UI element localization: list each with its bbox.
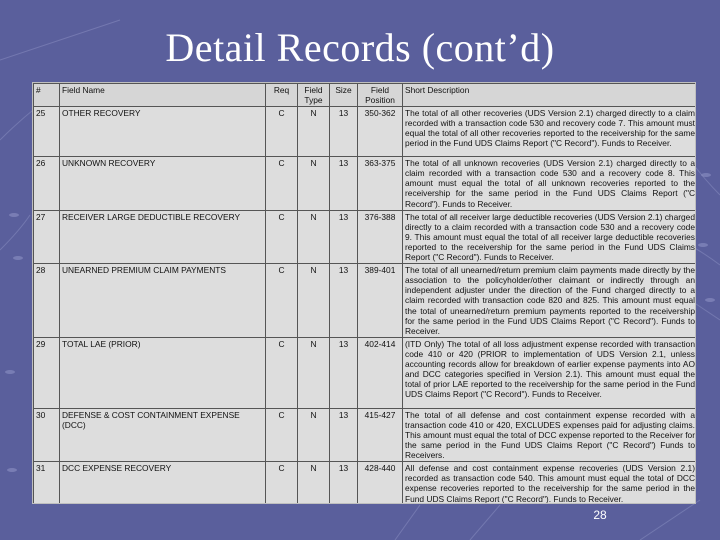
header-field-position: Field Position xyxy=(358,84,403,107)
slide-title: Detail Records (cont’d) xyxy=(165,25,555,70)
row-req: C xyxy=(266,408,298,461)
header-short-description: Short Description xyxy=(403,84,697,107)
row-position: 428-440 xyxy=(358,462,403,504)
row-position: 363-375 xyxy=(358,157,403,210)
row-field-name: DCC EXPENSE RECOVERY xyxy=(60,462,266,504)
row-number: 31 xyxy=(34,462,60,504)
row-number: 30 xyxy=(34,408,60,461)
row-description: The total of all other recoveries (UDS Version 2.1) charged directly to a claim recorded with a transaction code 530 and recovery code 7. This amount must equal the total of all other recoveries reported to the receivership for the same period in the Fund UDS Claims Report ("C Record"). Funds to Receiver. xyxy=(403,107,697,157)
row-size: 13 xyxy=(330,210,358,263)
row-field-type: N xyxy=(298,157,330,210)
row-field-name: RECEIVER LARGE DEDUCTIBLE RECOVERY xyxy=(60,210,266,263)
row-field-name: UNKNOWN RECOVERY xyxy=(60,157,266,210)
header-num: # xyxy=(34,84,60,107)
header-size: Size xyxy=(330,84,358,107)
row-size: 13 xyxy=(330,107,358,157)
row-field-name: DEFENSE & COST CONTAINMENT EXPENSE (DCC) xyxy=(60,408,266,461)
row-req: C xyxy=(266,264,298,338)
row-description: The total of all unknown recoveries (UDS Version 2.1) charged directly to a claim recorded with a transaction code 530 and a recovery code 8. This amount must equal the total of all unknown recoveries reported to the receivership for the same period in the Fund UDS Claims Report ("C Record"). Funds to Receiver. xyxy=(403,157,697,210)
row-field-type: N xyxy=(298,210,330,263)
row-field-type: N xyxy=(298,264,330,338)
header-field-type: Field Type xyxy=(298,84,330,107)
row-position: 376-388 xyxy=(358,210,403,263)
row-position: 402-414 xyxy=(358,337,403,408)
row-req: C xyxy=(266,462,298,504)
row-position: 350-362 xyxy=(358,107,403,157)
row-position: 389-401 xyxy=(358,264,403,338)
row-description: The total of all defense and cost containment expense recorded with a transaction code 410 or 420, EXCLUDES expenses paid for adjusting claims. This amount must equal the total of DCC expense reported to the Receiver for the same period in the Fund UDS Claims Report ("C Record") Funds to Receivers. xyxy=(403,408,697,461)
row-number: 26 xyxy=(34,157,60,210)
row-field-type: N xyxy=(298,337,330,408)
page-number: 28 xyxy=(593,508,607,522)
table-row xyxy=(34,157,697,210)
detail-records-table xyxy=(33,83,696,504)
row-size: 13 xyxy=(330,408,358,461)
header-req: Req xyxy=(266,84,298,107)
row-req: C xyxy=(266,337,298,408)
row-size: 13 xyxy=(330,264,358,338)
row-number: 27 xyxy=(34,210,60,263)
row-description: All defense and cost containment expense recoveries (UDS Version 2.1) recorded as transaction code 540. This amount must equal the total of DCC expense recoveries reported to the receivership for the same period in the Fund UDS Claims Report ("C Record"). Funds to Receiver. xyxy=(403,462,697,504)
row-field-name: OTHER RECOVERY xyxy=(60,107,266,157)
row-number: 28 xyxy=(34,264,60,338)
row-description: (ITD Only) The total of all loss adjustment expense recorded with transaction code 410 or 420 (PRIOR to implementation of UDS Version 2.1, unless accounting records allow for breakdown of earlier expense payments into AO and DCC categories specified in Version 2.1). This amount must equal the total of prior LAE reported to the receivership for the same period in the Fund UDS Claims Report ("C Record"). Funds to Receiver. xyxy=(403,337,697,408)
table-row xyxy=(34,264,697,338)
row-number: 29 xyxy=(34,337,60,408)
row-field-name: TOTAL LAE (PRIOR) xyxy=(60,337,266,408)
header-field-name: Field Name xyxy=(60,84,266,107)
row-req: C xyxy=(266,210,298,263)
table-row xyxy=(34,210,697,263)
row-field-type: N xyxy=(298,107,330,157)
row-req: C xyxy=(266,157,298,210)
table-header-row xyxy=(34,84,697,107)
row-number: 25 xyxy=(34,107,60,157)
table-row xyxy=(34,462,697,504)
row-req: C xyxy=(266,107,298,157)
row-position: 415-427 xyxy=(358,408,403,461)
row-size: 13 xyxy=(330,337,358,408)
row-field-name: UNEARNED PREMIUM CLAIM PAYMENTS xyxy=(60,264,266,338)
table-row xyxy=(34,408,697,461)
row-field-type: N xyxy=(298,462,330,504)
detail-records-table-panel xyxy=(32,82,696,504)
row-field-type: N xyxy=(298,408,330,461)
row-description: The total of all unearned/return premium claim payments made directly by the association to the policyholder/other claimant or indirectly through an independent adjuster under the direction of the Fund charged directly to a claim recorded with transaction code 820 and 825. This amount must equal the total of unearned/return premium payments reported to the receivership for the same period in the Fund UDS Claims Report ("C Record"). Funds to Receiver. xyxy=(403,264,697,338)
row-size: 13 xyxy=(330,157,358,210)
table-row xyxy=(34,107,697,157)
row-size: 13 xyxy=(330,462,358,504)
table-row xyxy=(34,337,697,408)
row-description: The total of all receiver large deductible recoveries (UDS Version 2.1) charged directly to a claim recorded with a transaction code 530 and a recovery code 9. This amount must equal the total of all receiver large deductible recoveries reported to the receivership for the same period in the Fund UDS Claims Report ("C Record"). Funds to Receiver. xyxy=(403,210,697,263)
